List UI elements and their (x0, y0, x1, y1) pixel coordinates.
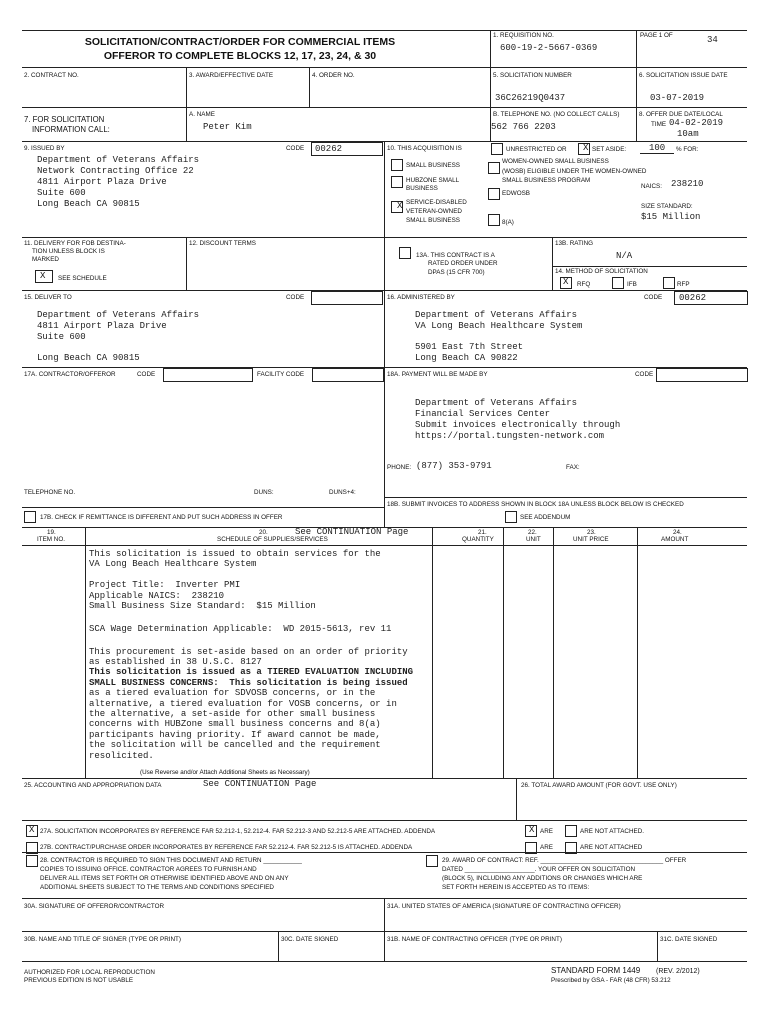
col-unit-label: UNIT (526, 536, 541, 543)
issued-by-line-2: Network Contracting Office 22 (37, 166, 194, 176)
wosb-label-3: SMALL BUSINESS PROGRAM (502, 177, 591, 184)
b-addenda-are-label: ARE (540, 844, 553, 851)
contractor-code-label: CODE (137, 371, 156, 378)
delivery-fob-label-3: MARKED (32, 256, 59, 263)
info-call-label-1: 7. FOR SOLICITATION (24, 115, 105, 124)
wosb-label-2: (WOSB) ELIGIBLE UNDER THE WOMEN-OWNED (502, 168, 647, 175)
schedule-line-18: participants having priority. If award cannot be made, (89, 729, 381, 740)
addenda-are-not-label: ARE NOT ATTACHED. (580, 828, 645, 835)
naics-label: NAICS: (641, 183, 662, 190)
footer-previous-edition: PREVIOUS EDITION IS NOT USABLE (24, 977, 134, 984)
order-no-label: 4. ORDER NO. (312, 72, 355, 79)
issued-by-code: 00262 (315, 144, 343, 154)
method-label: 14. METHOD OF SOLICITATION (555, 268, 648, 275)
telephone-label: B. TELEPHONE NO. (NO COLLECT CALLS) (493, 111, 620, 118)
info-call-label-2: INFORMATION CALL: (32, 125, 110, 134)
col-schedule-see: See CONTINUATION Page (295, 527, 409, 537)
deliver-to-line-1: Department of Veterans Affairs (37, 310, 200, 320)
total-award-label: 26. TOTAL AWARD AMOUNT (FOR GOVT. USE ONLY) (521, 782, 677, 789)
contractor-sign-checkbox[interactable] (26, 855, 38, 867)
col-unit-num: 22. (528, 529, 537, 536)
rated-order-label-3: DPAS (15 CFR 700) (428, 269, 485, 276)
edwosb-checkbox[interactable] (488, 188, 500, 200)
sdvosb-label-2: VETERAN-OWNED (406, 208, 462, 215)
schedule-line-14: as a tiered evaluation for SDVOSB concerns, or in the (89, 688, 376, 699)
offer-due-time: 10am (677, 129, 699, 139)
ifb-label: IFB (627, 281, 637, 288)
schedule-line-20: resolicited. (89, 750, 154, 761)
col-unit-price-label: UNIT PRICE (573, 536, 609, 543)
payment-fax-label: FAX: (566, 464, 580, 471)
footer-authorized: AUTHORIZED FOR LOCAL REPRODUCTION (24, 969, 155, 976)
issue-date-value: 03-07-2019 (650, 93, 705, 103)
form-title-line1: SOLICITATION/CONTRACT/ORDER FOR COMMERCIAL ITEMS (84, 36, 396, 48)
acquisition-label: 10. THIS ACQUISITION IS (387, 145, 462, 152)
col-schedule-label: SCHEDULE OF SUPPLIES/SERVICES (217, 536, 328, 543)
contractor-sign-line-3: DELIVER ALL ITEMS SET FORTH OR OTHERWISE IDENTIFIED ABOVE AND ON ANY (40, 875, 289, 882)
administered-by-line-4: 5901 East 7th Street (415, 342, 524, 352)
deliver-to-code-label: CODE (286, 294, 305, 301)
schedule-line-2: VA Long Beach Healthcare System (89, 559, 257, 570)
facility-code-label: FACILITY CODE (257, 371, 305, 378)
offer-due-label: 8. OFFER DUE DATE/LOCAL (639, 111, 723, 118)
form-revision: (REV. 2/2012) (656, 968, 700, 975)
solicitation-incorporates-label: 27A. SOLICITATION INCORPORATES BY REFERENCE FAR 52.212-1, 52.212-4. FAR 52.212-3 AND 52.212-5 ARE ATTACHED. ADDENDA (40, 828, 436, 835)
administered-by-code-label: CODE (644, 294, 663, 301)
offer-due-date: 04-02-2019 (669, 118, 724, 128)
solicitation-number-value: 36C26219Q0437 (495, 93, 566, 103)
sdvosb-label-1: SERVICE-DISABLED (406, 199, 467, 206)
duns-label: DUNS: (254, 489, 274, 496)
accounting-value: See CONTINUATION Page (203, 779, 317, 789)
solicitation-number-label: 5. SOLICITATION NUMBER (493, 72, 572, 79)
edwosb-label: EDWOSB (502, 190, 530, 197)
remittance-label: 17B. CHECK IF REMITTANCE IS DIFFERENT AND PUT SUCH ADDRESS IN OFFER (40, 514, 283, 521)
payment-phone-value: (877) 353-9791 (416, 461, 492, 471)
deliver-to-line-2: 4811 Airport Plaza Drive (37, 321, 167, 331)
payment-phone-label: PHONE: (387, 464, 412, 471)
payment-line-2: Financial Services Center (415, 409, 551, 419)
administered-by-line-2: VA Long Beach Healthcare System (415, 321, 583, 331)
size-standard-value: $15 Million (641, 212, 701, 222)
requisition-label: 1. REQUISITION NO. (493, 32, 554, 39)
small-business-label: SMALL BUSINESS (406, 162, 461, 169)
payment-code-label: CODE (635, 371, 654, 378)
deliver-to-line-3: Suite 600 (37, 332, 86, 342)
signature-offeror-label: 30A. SIGNATURE OF OFFEROR/CONTRACTOR (24, 903, 165, 910)
discount-terms-label: 12. DISCOUNT TERMS (189, 240, 256, 247)
offer-due-time-label: TIME (651, 121, 667, 128)
administered-by-code: 00262 (679, 293, 707, 303)
set-aside-label: SET ASIDE: (592, 146, 627, 153)
rating-label: 13B. RATING (555, 240, 594, 247)
payment-line-1: Department of Veterans Affairs (415, 398, 578, 408)
set-aside-check-mark: X (583, 143, 589, 153)
see-addendum-checkbox[interactable] (505, 511, 517, 523)
eight-a-label: 8(A) (502, 219, 514, 226)
rfp-label: RFP (677, 281, 690, 288)
col-unit-price-num: 23. (587, 529, 596, 536)
payment-label: 18A. PAYMENT WILL BE MADE BY (387, 371, 488, 378)
naics-value: 238210 (671, 179, 704, 189)
wosb-checkbox[interactable] (488, 162, 500, 174)
page-total: 34 (707, 35, 718, 45)
addenda-are-not-checkbox[interactable] (565, 825, 577, 837)
issued-by-label: 9. ISSUED BY (24, 145, 65, 152)
delivery-fob-label-1: 11. DELIVERY FOR FOB DESTINA- (24, 240, 126, 247)
eight-a-checkbox[interactable] (488, 214, 500, 226)
b-addenda-are-not-label: ARE NOT ATTACHED (580, 844, 643, 851)
schedule-line-5: Applicable NAICS: 238210 (89, 590, 225, 601)
reverse-note: (Use Reverse and/or Attach Additional Sheets as Necessary) (140, 769, 310, 776)
form-title-line2: OFFEROR TO COMPLETE BLOCKS 12, 17, 23, 24, & 30 (103, 50, 377, 62)
submit-invoices-label: 18B. SUBMIT INVOICES TO ADDRESS SHOWN IN BLOCK 18A UNLESS BLOCK BELOW IS CHECKED (387, 501, 684, 508)
contract-no-label: 2. CONTRACT NO. (24, 72, 79, 79)
col-item-label: ITEM NO. (37, 536, 65, 543)
col-amount-num: 24. (673, 529, 682, 536)
duns4-label: DUNS+4: (329, 489, 356, 496)
contractor-sign-line-4: ADDITIONAL SHEETS SUBJECT TO THE TERMS AND CONDITIONS SPECIFIED (40, 884, 274, 891)
schedule-line-4: Project Title: Inverter PMI (89, 580, 241, 591)
set-aside-percent: 100 (649, 143, 666, 153)
deliver-to-label: 15. DELIVER TO (24, 294, 72, 301)
issued-by-line-1: Department of Veterans Affairs (37, 155, 200, 165)
hubzone-checkbox[interactable] (391, 176, 403, 188)
ifb-checkbox[interactable] (612, 277, 624, 289)
payment-line-4: https://portal.tungsten-network.com (415, 431, 605, 441)
unrestricted-label: UNRESTRICTED OR (506, 146, 567, 153)
rating-value: N/A (616, 251, 633, 261)
award-line-4: SET FORTH HEREIN IS ACCEPTED AS TO ITEMS: (442, 884, 590, 891)
rfq-label: RFQ (577, 281, 591, 288)
award-date-label: 3. AWARD/EFFECTIVE DATE (189, 72, 274, 79)
addenda-are-check-mark: X (529, 825, 535, 835)
sdvosb-label-3: SMALL BUSINESS (406, 217, 461, 224)
addenda-are-label: ARE (540, 828, 553, 835)
hubzone-label-1: HUBZONE SMALL (406, 177, 460, 184)
prescribed-by: Prescribed by GSA - FAR (48 CFR) 53.212 (551, 977, 671, 984)
accounting-label: 25. ACCOUNTING AND APPROPRIATION DATA (24, 782, 162, 789)
schedule-line-6: Small Business Size Standard: $15 Million (89, 601, 316, 611)
issued-by-line-3: 4811 Airport Plaza Drive (37, 177, 167, 187)
schedule-line-10: This procurement is set-aside based on an order of priority (89, 646, 408, 657)
standard-form: STANDARD FORM 1449 (551, 966, 641, 975)
schedule-line-11: as established in 38 U.S.C. 8127 (89, 657, 262, 667)
schedule-line-15: alternative, a tiered evaluation for VOSB concerns, or in (89, 698, 397, 709)
rated-order-label-2: RATED ORDER UNDER (428, 260, 498, 267)
award-line-2: DATED ____________________. YOUR OFFER ON SOLICITATION (442, 866, 636, 873)
see-addendum-label: SEE ADDENDUM (520, 514, 571, 521)
see-schedule-label: SEE SCHEDULE (58, 275, 107, 282)
percent-for-label: % FOR: (676, 146, 699, 153)
sdvosb-check-mark: X (397, 201, 403, 211)
administered-by-line-1: Department of Veterans Affairs (415, 310, 578, 320)
col-schedule-num: 20. (259, 529, 268, 536)
award-checkbox[interactable] (426, 855, 438, 867)
date-signed-30c-label: 30C. DATE SIGNED (281, 936, 339, 943)
hubzone-label-2: BUSINESS (406, 185, 438, 192)
schedule-line-12: This solicitation is issued as a TIERED EVALUATION INCLUDING (89, 667, 414, 678)
schedule-line-8: SCA Wage Determination Applicable: WD 2015-5613, rev 11 (89, 623, 392, 634)
signature-govt-label: 31A. UNITED STATES OF AMERICA (SIGNATURE OF CONTRACTING OFFICER) (387, 903, 621, 910)
issued-by-line-5: Long Beach CA 90815 (37, 199, 140, 209)
unrestricted-checkbox[interactable] (491, 143, 503, 155)
issued-by-line-4: Suite 600 (37, 188, 86, 198)
small-business-checkbox[interactable] (391, 159, 403, 171)
officer-name-label: 31B. NAME OF CONTRACTING OFFICER (TYPE OR PRINT) (387, 936, 562, 943)
schedule-line-1: This solicitation is issued to obtain services for the (89, 549, 381, 559)
contact-name-label: A. NAME (189, 111, 215, 118)
administered-by-label: 16. ADMINISTERED BY (387, 294, 455, 301)
telephone-value: 562 766 2203 (491, 122, 556, 132)
col-amount-label: AMOUNT (661, 536, 689, 543)
wosb-label-1: WOMEN-OWNED SMALL BUSINESS (502, 158, 609, 165)
see-schedule-check-mark: X (40, 271, 46, 281)
rated-order-checkbox[interactable] (399, 247, 411, 259)
telephone-no-label: TELEPHONE NO. (24, 489, 76, 496)
contact-name-value: Peter Kim (203, 122, 252, 132)
schedule-line-17: concerns with HUBZone small business concerns and 8(a) (89, 719, 381, 730)
payment-line-3: Submit invoices electronically through (415, 420, 621, 430)
schedule-line-13: SMALL BUSINESS CONCERNS: This solicitation is being issued (89, 677, 408, 688)
contractor-sign-line-2: COPIES TO ISSUING OFFICE. CONTRACTOR AGREES TO FURNISH AND (40, 866, 257, 873)
schedule-line-19: the solicitation will be cancelled and the requirement (89, 740, 381, 751)
solicitation-incorporates-check-mark: X (29, 825, 35, 835)
schedule-line-16: the alternative, a set-aside for other small business (89, 709, 376, 719)
signer-name-label: 30B. NAME AND TITLE OF SIGNER (TYPE OR PRINT) (24, 936, 181, 943)
size-standard-label: SIZE STANDARD: (641, 203, 693, 210)
col-quantity-num: 21. (478, 529, 487, 536)
col-item-num: 19. (47, 529, 56, 536)
award-line-3: (BLOCK 5), INCLUDING ANY ADDITIONS OR CHANGES WHICH ARE (442, 875, 643, 882)
issue-date-label: 6. SOLICITATION ISSUE DATE (639, 72, 728, 79)
col-quantity-label: QUANTITY (462, 536, 494, 543)
date-signed-31c-label: 31C. DATE SIGNED (660, 936, 718, 943)
delivery-fob-label-2: TION UNLESS BLOCK IS (32, 248, 105, 255)
contractor-sign-line-1: 28. CONTRACTOR IS REQUIRED TO SIGN THIS DOCUMENT AND RETURN ___________ (40, 857, 302, 864)
contractor-label: 17A. CONTRACTOR/OFFEROR (24, 371, 116, 378)
contract-incorporates-label: 27B. CONTRACT/PURCHASE ORDER INCORPORATES BY REFERENCE FAR 52.212-4. FAR 52.212-5 IS ATTACHED. ADDENDA (40, 844, 413, 851)
award-line-1: 29. AWARD OF CONTRACT: REF. ___________________________________ OFFER (442, 857, 687, 864)
issued-by-code-label: CODE (286, 145, 305, 152)
deliver-to-line-5: Long Beach CA 90815 (37, 353, 140, 363)
page-label: PAGE 1 OF (640, 32, 673, 39)
requisition-value: 600-19-2-5667-0369 (500, 43, 598, 53)
remittance-checkbox[interactable] (24, 511, 36, 523)
rfp-checkbox[interactable] (663, 277, 675, 289)
rated-order-label-1: 13A. THIS CONTRACT IS A (416, 252, 495, 259)
administered-by-line-5: Long Beach CA 90822 (415, 353, 518, 363)
rfq-check-mark: X (563, 277, 569, 287)
